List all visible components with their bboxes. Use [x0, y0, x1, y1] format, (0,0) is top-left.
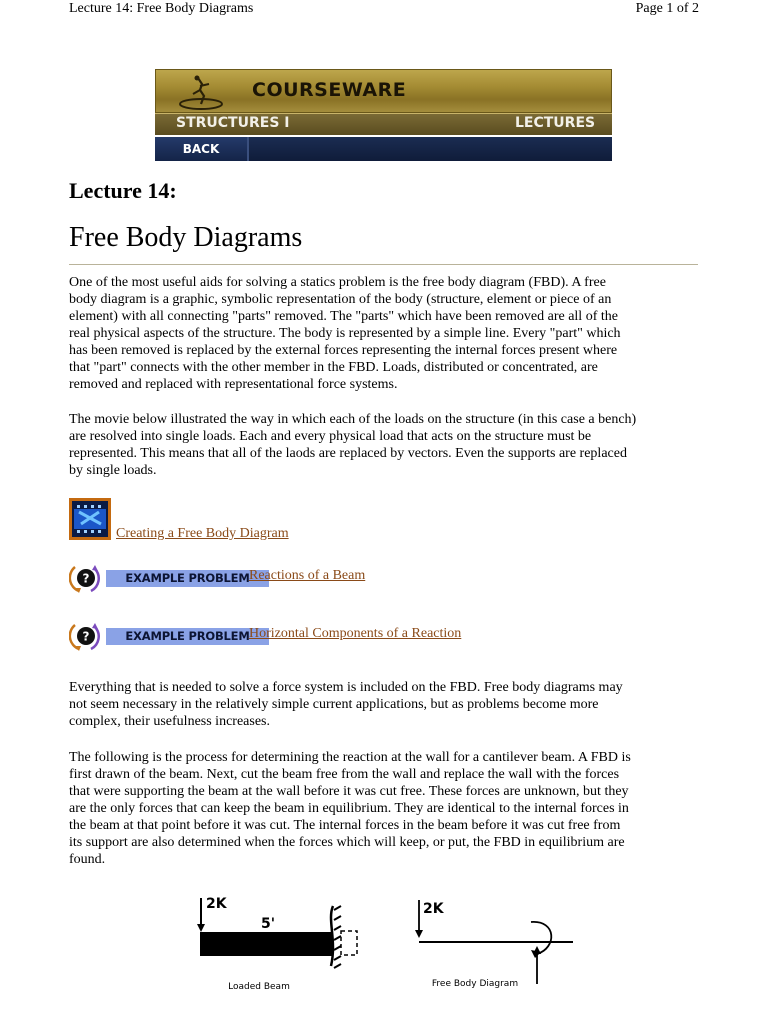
- banner-section-bar: [155, 113, 612, 135]
- lecture-label: Lecture 14:: [69, 178, 177, 203]
- wall-line: [331, 906, 333, 966]
- text-line: has been removed is replaced by the external forces representing the internal forces present where: [69, 343, 618, 358]
- page-title: Free Body Diagrams: [69, 222, 303, 253]
- text-line: element) with all connecting "parts" removed. The "parts" which have been removed are all of the: [69, 309, 618, 324]
- text-line: The following is the process for determining the reaction at the wall for a cantilever beam. A FBD is: [69, 750, 631, 765]
- text-line: removed and replaced with representational force systems.: [69, 377, 398, 392]
- text-line: Everything that is needed to solve a force system is included on the FBD. Free body diagrams may: [69, 680, 623, 695]
- courseware-banner: [155, 69, 612, 161]
- text-line: its support are also determined when the forces which will keep, or put, the FBD in equilibrium are: [69, 835, 625, 850]
- svg-text:?: ?: [82, 571, 90, 586]
- text-line: The movie below illustrated the way in which each of the loads on the structure (in this case a bench): [69, 412, 637, 427]
- running-header-title: Lecture 14: Free Body Diagrams: [69, 1, 254, 16]
- loaded-beam-caption: Loaded Beam: [228, 982, 290, 992]
- text-line: the beam at that point before it was cut. The internal forces in the beam before it was cut free from: [69, 818, 621, 833]
- courseware-logo-icon: [176, 74, 226, 112]
- beam-body: [200, 932, 332, 956]
- loaded-beam-diagram: [197, 896, 357, 992]
- example-problem-row: [69, 619, 569, 653]
- banner-category-label: LECTURES: [515, 115, 596, 131]
- left-load-label: 2K: [206, 896, 227, 912]
- example-problem-badge[interactable]: EXAMPLE PROBLEM: [106, 570, 269, 587]
- banner-title: COURSEWARE: [252, 79, 407, 101]
- reactions-of-a-beam-link[interactable]: Reactions of a Beam: [249, 568, 366, 583]
- horizontal-components-link[interactable]: Horizontal Components of a Reaction: [249, 626, 462, 641]
- text-line: real physical aspects of the structure. The body is represented by a simple line. Every "part" which: [69, 326, 621, 341]
- banner-title-bar: [155, 69, 612, 113]
- back-button[interactable]: BACK: [155, 137, 249, 161]
- free-body-diagram: [415, 900, 573, 989]
- title-divider: [69, 264, 698, 265]
- banner-nav-bar: [155, 137, 612, 161]
- film-icon[interactable]: [69, 498, 111, 540]
- text-line: body diagram is a graphic, symbolic representation of the body (structure, element or piece of an: [69, 292, 612, 307]
- svg-text:?: ?: [82, 629, 90, 644]
- text-line: first drawn of the beam. Next, cut the beam free from the wall and replace the wall with the forces: [69, 767, 620, 782]
- beam-length-label: 5': [261, 916, 276, 932]
- text-line: complex, their usefulness increases.: [69, 714, 270, 729]
- intro-paragraph: [69, 274, 701, 393]
- fbd-usefulness-paragraph: [69, 679, 701, 730]
- text-line: that were supporting the beam at the wall before it was cut free. These forces are unknown, but they: [69, 784, 629, 799]
- banner-section-label: STRUCTURES I: [176, 115, 290, 131]
- right-load-label: 2K: [423, 901, 444, 917]
- text-line: are the only forces that can keep the beam in equilibrium. They are identical to the internal forces in: [69, 801, 629, 816]
- example-problem-row: [69, 561, 569, 595]
- moment-arrow: [531, 922, 551, 954]
- text-line: One of the most useful aids for solving a statics problem is the free body diagram (FBD). A free: [69, 275, 606, 290]
- text-line: represented. This means that all of the laods are replaced by vectors. Even the supports are replaced: [69, 446, 627, 461]
- question-icon[interactable]: [69, 619, 101, 653]
- text-line: not seem necessary in the relatively simple current applications, but as problems become more: [69, 697, 599, 712]
- text-line: that "part" connects with the other member in the FBD. Loads, distributed or concentrated, are: [69, 360, 598, 375]
- cantilever-figure: [195, 890, 585, 1000]
- fbd-caption: Free Body Diagram: [431, 979, 519, 989]
- creating-fbd-link[interactable]: Creating a Free Body Diagram: [116, 526, 289, 541]
- cantilever-paragraph: [69, 749, 701, 868]
- text-line: found.: [69, 852, 106, 867]
- text-line: are resolved into single loads. Each and every physical load that acts on the structure must be: [69, 429, 592, 444]
- movie-paragraph: [69, 411, 701, 479]
- text-line: by single loads.: [69, 463, 157, 478]
- question-icon[interactable]: [69, 561, 101, 595]
- running-header-page: Page 1 of 2: [635, 1, 699, 16]
- example-problem-badge[interactable]: EXAMPLE PROBLEM: [106, 628, 269, 645]
